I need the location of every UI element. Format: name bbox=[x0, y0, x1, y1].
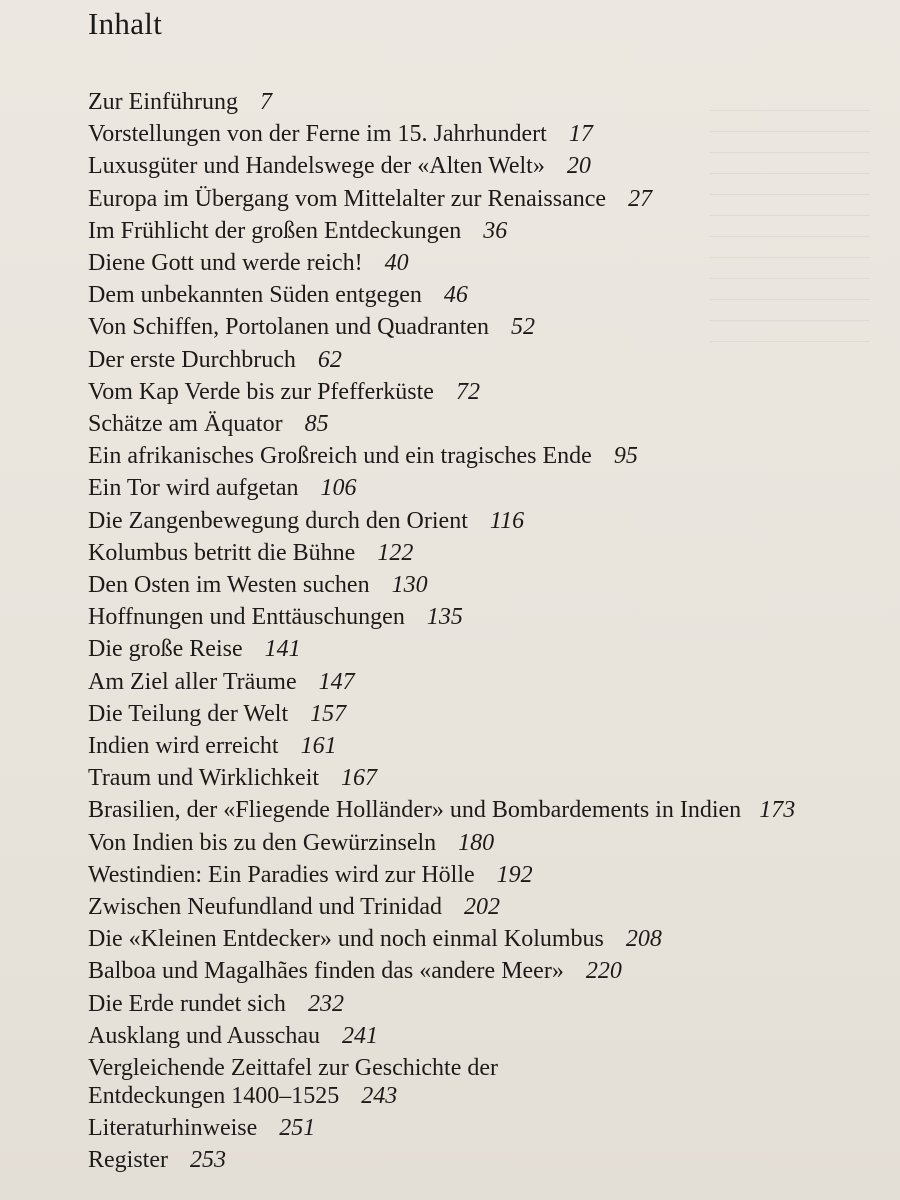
toc-entry-page: 147 bbox=[318, 668, 355, 695]
toc-entry-title: Die Zangenbewegung durch den Orient bbox=[88, 507, 468, 534]
toc-entry-page: 7 bbox=[259, 89, 272, 115]
toc-entry-page: 157 bbox=[310, 700, 347, 727]
toc-entry bbox=[88, 86, 888, 118]
toc-entry-page: 180 bbox=[458, 829, 495, 856]
toc-entry-title: Westindien: Ein Paradies wird zur Hölle bbox=[88, 861, 475, 888]
toc-entry-title-line2: Entdeckungen 1400–1525 bbox=[88, 1083, 340, 1110]
toc-entry-page: 173 bbox=[759, 797, 796, 824]
toc-entry-page: 135 bbox=[426, 604, 463, 631]
toc-entry-title-line1: Vergleichende Zeittafel zur Geschichte der bbox=[88, 1055, 499, 1082]
toc-entry bbox=[88, 730, 888, 762]
toc-entry-title: Die Erde rundet sich bbox=[88, 990, 286, 1017]
toc-entry-title: Europa im Übergang vom Mittelalter zur Renaissance bbox=[88, 185, 607, 212]
toc-entry-title: Im Frühlicht der großen Entdeckungen bbox=[88, 217, 462, 244]
toc-entry-title: Indien wird erreicht bbox=[88, 733, 279, 760]
toc-entry bbox=[88, 1144, 888, 1176]
toc-entry bbox=[88, 988, 888, 1020]
toc-entry bbox=[88, 118, 888, 150]
toc-entry-page: 192 bbox=[496, 861, 533, 888]
toc-entry-page: 116 bbox=[489, 507, 525, 534]
toc-entry bbox=[88, 150, 888, 182]
toc-entry bbox=[88, 762, 888, 794]
toc-entry bbox=[88, 279, 888, 311]
toc-entry-page: 52 bbox=[511, 314, 536, 341]
toc-entry bbox=[88, 537, 888, 569]
toc-entry bbox=[88, 505, 888, 537]
toc-entry bbox=[88, 408, 888, 440]
toc-entry bbox=[88, 955, 888, 987]
toc-entry-title: Von Schiffen, Portolanen und Quadranten bbox=[88, 314, 490, 341]
toc-entry-page: 106 bbox=[320, 475, 357, 502]
toc-entry-page: 46 bbox=[443, 282, 468, 309]
toc-entry bbox=[88, 827, 888, 859]
toc-entry bbox=[88, 601, 888, 633]
toc-entry-title: Ein Tor wird aufgetan bbox=[88, 475, 299, 502]
toc-entry-page: 85 bbox=[304, 411, 329, 438]
toc-entry-title: Diene Gott und werde reich! bbox=[88, 250, 363, 277]
toc-entry-title: Die große Reise bbox=[88, 636, 243, 663]
toc-entry bbox=[88, 923, 888, 955]
toc-entry-title: Hoffnungen und Enttäuschungen bbox=[88, 604, 405, 631]
page-title: Inhalt bbox=[88, 6, 163, 41]
toc-entry-page: 167 bbox=[341, 765, 378, 792]
toc-entry-title: Dem unbekannten Süden entgegen bbox=[88, 282, 422, 309]
toc-entry-page: 220 bbox=[585, 958, 622, 985]
toc-entry-page: 251 bbox=[279, 1115, 316, 1142]
table-of-contents bbox=[88, 86, 888, 1177]
toc-entry-page: 20 bbox=[566, 153, 591, 180]
toc-entry-title: Vorstellungen von der Ferne im 15. Jahrhundert bbox=[88, 121, 547, 148]
toc-entry bbox=[88, 1020, 888, 1052]
toc-entry-page: 122 bbox=[377, 539, 414, 566]
toc-entry-title: Am Ziel aller Träume bbox=[88, 668, 297, 695]
toc-entry-title: Schätze am Äquator bbox=[88, 411, 283, 438]
toc-entry-page: 40 bbox=[384, 250, 409, 277]
toc-entry-title: Balboa und Magalhães finden das «andere Meer» bbox=[88, 958, 564, 985]
toc-entry bbox=[88, 344, 888, 376]
toc-entry-title: Ein afrikanisches Großreich und ein tragisches Ende bbox=[88, 443, 592, 470]
toc-entry bbox=[88, 472, 888, 504]
toc-entry-title: Register bbox=[88, 1147, 168, 1174]
toc-entry-title: Zwischen Neufundland und Trinidad bbox=[88, 894, 442, 921]
toc-entry-title: Brasilien, der «Fliegende Holländer» und Bombardements in Indien bbox=[88, 797, 742, 824]
toc-entry-title: Literaturhinweise bbox=[88, 1115, 258, 1142]
toc-entry-page: 62 bbox=[317, 346, 342, 373]
toc-entry-page: 161 bbox=[300, 733, 337, 760]
toc-entry bbox=[88, 183, 888, 215]
toc-entry-page: 241 bbox=[341, 1022, 378, 1049]
toc-entry-title: Den Osten im Westen suchen bbox=[88, 572, 370, 599]
toc-entry-page: 95 bbox=[613, 443, 638, 470]
toc-entry-page: 202 bbox=[463, 894, 500, 921]
toc-entry-title: Die «Kleinen Entdecker» und noch einmal Kolumbus bbox=[88, 926, 604, 953]
toc-entry-page: 208 bbox=[625, 926, 662, 953]
toc-entry bbox=[88, 247, 888, 279]
toc-entry-title: Der erste Durchbruch bbox=[88, 346, 296, 373]
toc-entry-timeline bbox=[88, 1052, 888, 1112]
toc-entry bbox=[88, 440, 888, 472]
toc-entry bbox=[88, 215, 888, 247]
toc-entry-page: 36 bbox=[483, 217, 508, 244]
toc-entry-page: 72 bbox=[455, 378, 480, 405]
toc-entry-title: Vom Kap Verde bis zur Pfefferküste bbox=[88, 378, 434, 405]
toc-entry-page: 232 bbox=[307, 990, 344, 1017]
toc-entry bbox=[88, 698, 888, 730]
toc-entry-page: 27 bbox=[628, 185, 653, 212]
toc-entry bbox=[88, 666, 888, 698]
toc-entry-page: 253 bbox=[189, 1147, 226, 1174]
toc-entry-title: Ausklang und Ausschau bbox=[88, 1022, 320, 1049]
toc-entry bbox=[88, 891, 888, 923]
toc-entry bbox=[88, 859, 888, 891]
toc-entry-title: Die Teilung der Welt bbox=[88, 700, 289, 727]
toc-entry-page: 141 bbox=[264, 636, 301, 663]
toc-entry-title: Von Indien bis zu den Gewürzinseln bbox=[88, 829, 437, 856]
toc-entry bbox=[88, 311, 888, 343]
toc-entry-page: 130 bbox=[391, 572, 428, 599]
toc-entry-title: Luxusgüter und Handelswege der «Alten Welt» bbox=[88, 153, 545, 180]
toc-entry bbox=[88, 794, 888, 826]
toc-entry-page: 243 bbox=[361, 1083, 398, 1110]
toc-entry bbox=[88, 376, 888, 408]
toc-entry bbox=[88, 569, 888, 601]
toc-entry-page: 17 bbox=[568, 121, 593, 148]
toc-entry bbox=[88, 1112, 888, 1144]
toc-entry-title: Kolumbus betritt die Bühne bbox=[88, 539, 356, 566]
toc-entry-title: Traum und Wirklichkeit bbox=[88, 765, 320, 792]
toc-entry bbox=[88, 633, 888, 665]
toc-entry-title: Zur Einführung bbox=[88, 89, 238, 115]
